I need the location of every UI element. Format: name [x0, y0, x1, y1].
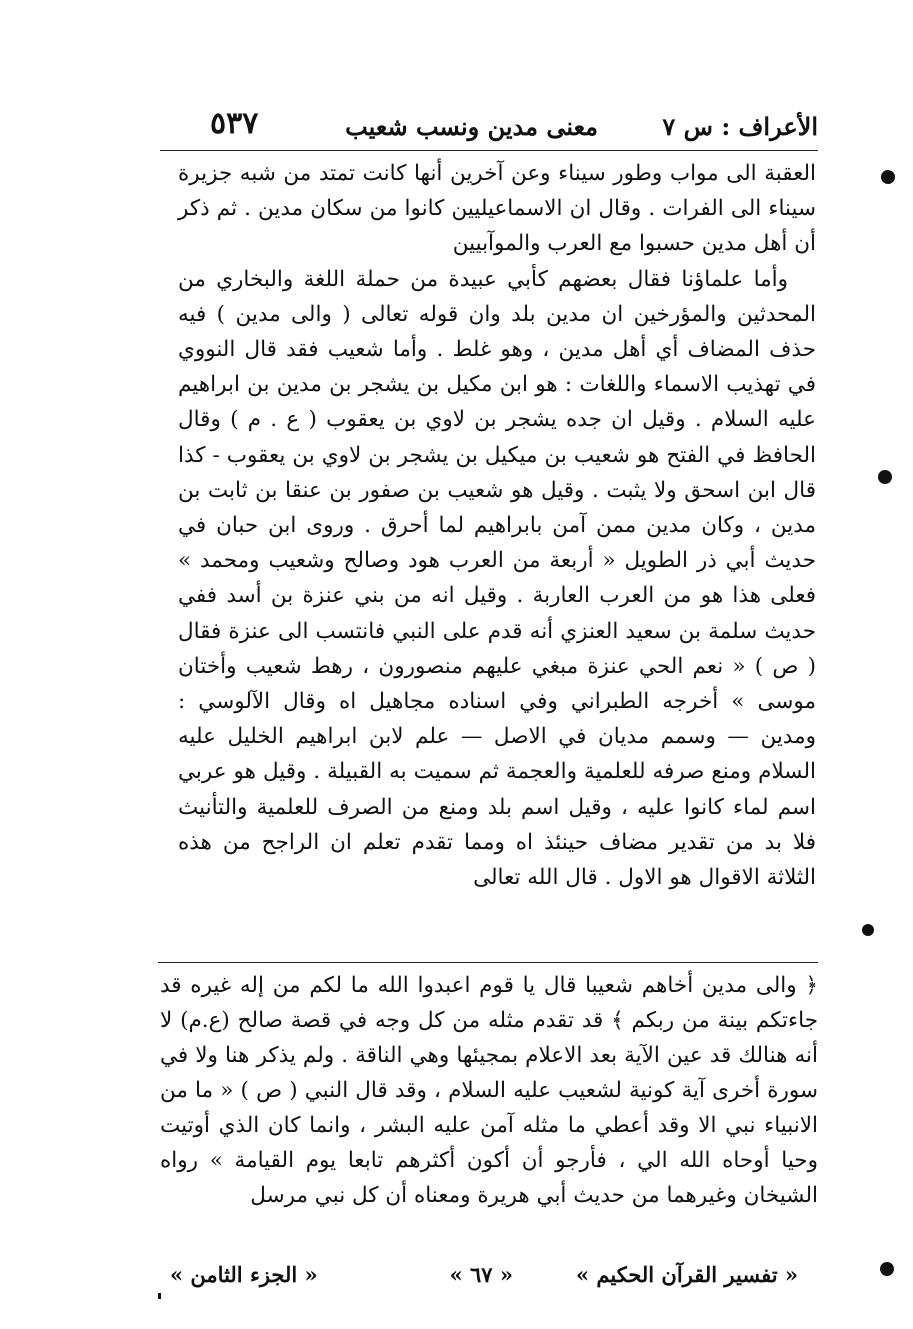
ink-blot [878, 470, 892, 484]
footer-series-title: « تفسير القرآن الحكيم » [575, 1262, 798, 1287]
running-header [160, 106, 818, 146]
commentary-block [178, 156, 816, 895]
header-topic: معنى مدين ونسب شعيب [345, 112, 598, 141]
ink-mark [158, 1293, 161, 1299]
page-footer [160, 1262, 818, 1296]
header-sura-reference: الأعراف : س ٧ [662, 112, 818, 141]
ink-blot [862, 924, 874, 936]
tafsir-block [160, 968, 818, 1213]
footer-folio-number: « ٦٧ » [449, 1262, 513, 1287]
commentary-paragraph-1: العقبة الى مواب وطور سيناء وعن آخرين أنها كانت تمتد من شبه جزيرة سيناء الى الفرات . وقال ان الاسماعيليين كانوا من سكان مدين . ثم ذكر أن أهل مدين حسبوا مع العرب والموآبيين [178, 161, 816, 257]
commentary-paragraph-2: وأما علماؤنا فقال بعضهم كأبي عبيدة من حملة اللغة والبخاري من المحدثين والمؤرخين ان مدين بلد وان قوله تعالى ( والى مدين ) فيه حذف المضاف أي أهل مدين ، وهو غلط . وأما شعيب فقد قال النووي في تهذيب الاسماء واللغات : هو ابن مكيل بن يشجر بن مدين بن ابراهيم عليه السلام . وقيل ان جده يشجر بن لاوي بن يعقوب ( ع . م ) وقال الحافظ في الفتح هو شعيب بن ميكيل بن يشجر بن لاوي بن يعقوب - كذا قال ابن اسحق ولا يثبت . وقيل هو شعيب بن صفور بن عنقا بن ثابت بن مدين ، وكان مدين ممن آمن بابراهيم لما أحرق . وروى ابن حبان في حديث أبي ذر الطويل « أربعة من العرب هود وصالح وشعيب ومحمد » فعلى هذا هو من العرب العاربة . وقيل انه من بني عنزة بن أسد ففي حديث سلمة بن سعيد العنزي أنه قدم على النبي فانتسب الى عنزة فقال ( ص ) « نعم الحي عنزة مبغي عليهم منصورون ، رهط شعيب وأختان موسى » أخرجه الطبراني وفي اسناده مجاهيل اه وقال الآلوسي : ومدين — وسمم مديان في الاصل — علم لابن ابراهيم الخليل عليه السلام ومنع صرفه للعلمية والعجمة ثم سميت به القبيلة . وقيل هو عربي اسم لماء كانوا عليه ، وقيل اسم بلد ومنع من الصرف للعلمية والتأنيث فلا بد من تقدير مضاف حينئذ اه ومما تقدم تعلم ان الراجح من هذه الثلاثة الاقوال هو الاول . قال الله تعالى [178, 266, 816, 891]
page-number: ٥٣٧ [210, 106, 259, 141]
footer-part-label: « الجزء الثامن » [170, 1262, 318, 1287]
section-divider [158, 962, 818, 963]
header-divider [160, 150, 818, 151]
ink-blot [880, 1262, 894, 1276]
tafsir-paragraph-1: ﴿ والى مدين أخاهم شعيبا قال يا قوم اعبدوا الله ما لكم من إله غيره قد جاءتكم بينة من ربكم ﴾ قد تقدم مثله من كل وجه في قصة صالح (ع.م) لا أنه هنالك قد عين الآية بعد الاعلام بمجيئها وهي الناقة . ولم يذكر هنا ولا في سورة أخرى آية كونية لشعيب عليه السلام ، وقد قال النبي ( ص ) « ما من الانبياء نبي الا وقد أعطي ما مثله آمن عليه البشر ، وانما كان الذي أوتيت وحيا أوحاه الله الي ، فأرجو أن أكون أكثرهم تابعا يوم القيامة » رواه الشيخان وغيرهما من حديث أبي هريرة ومعناه أن كل نبي مرسل [160, 973, 818, 1208]
ink-blot [881, 170, 895, 184]
